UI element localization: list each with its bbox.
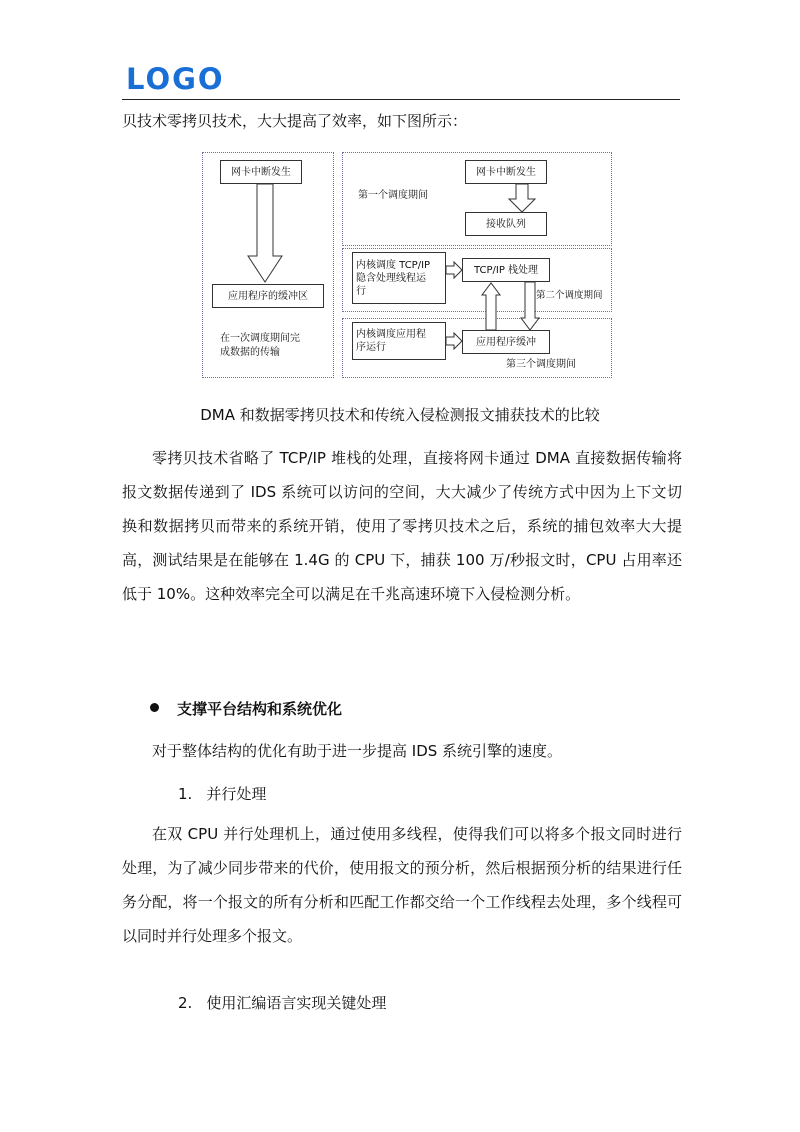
app-buffer-arrow xyxy=(446,333,462,349)
section-heading xyxy=(150,698,342,720)
list-item-1-title: 并行处理 xyxy=(206,785,267,803)
tcpip-stack-box: TCP/IP 栈处理 xyxy=(462,258,550,282)
app-sched-line-1: 内核调度应用程 xyxy=(356,329,426,340)
list-item-1-number: 1. xyxy=(178,785,193,803)
list-item-2-number: 2. xyxy=(178,994,193,1012)
nic-interrupt-box-left: 网卡中断发生 xyxy=(220,160,302,184)
figure-caption: DMA 和数据零拷贝技术和传统入侵检测报文捕获技术的比较 xyxy=(200,406,600,424)
left-note-line-1: 在一次调度期间完 xyxy=(220,333,300,344)
kernel-box-line-2: 隐含处理线程运 xyxy=(356,272,426,284)
intro-text: 贝技术零拷贝技术，大大提高了效率，如下图所示： xyxy=(122,112,468,130)
header-divider xyxy=(122,99,680,100)
section-heading-text: 支撑平台结构和系统优化 xyxy=(177,700,343,718)
list-item-1 xyxy=(178,783,266,805)
app-buffer-box-left: 应用程序的缓冲区 xyxy=(212,284,324,308)
app-buffer-box-right: 应用程序缓冲 xyxy=(462,330,550,354)
kernel-schedule-box xyxy=(352,252,446,304)
kernel-box-line-3: 行 xyxy=(356,285,366,297)
receive-queue-box: 接收队列 xyxy=(465,212,547,236)
period2-label: 第二个调度期间 xyxy=(536,290,603,301)
left-note-line-2: 成数据的传输 xyxy=(220,347,280,358)
bullet-icon xyxy=(150,703,159,712)
app-schedule-box xyxy=(352,322,446,360)
period1-label: 第一个调度期间 xyxy=(358,190,428,201)
kernel-stack-arrow xyxy=(446,262,462,278)
list-item-2-title: 使用汇编语言实现关键处理 xyxy=(206,994,387,1012)
left-down-arrow xyxy=(248,184,282,282)
list-item-2 xyxy=(178,992,386,1014)
nic-queue-arrow xyxy=(509,184,535,212)
up-arrow xyxy=(482,283,500,330)
paragraph-parallel: 在双 CPU 并行处理机上，通过使用多线程，使得我们可以将多个报文同时进行处理，为了减少同步带来的代价，使用报文的预分析，然后根据预分析的结果进行任务分配，将一个报文的所有分析和匹配工作都交给一个工作线程去处理，多个线程可以同时并行处理多个报文。 xyxy=(122,825,682,945)
nic-interrupt-box-right: 网卡中断发生 xyxy=(465,160,547,184)
comparison-figure xyxy=(202,152,614,378)
app-sched-line-2: 序运行 xyxy=(356,342,386,353)
logo: LOGO xyxy=(126,62,225,96)
period3-label: 第三个调度期间 xyxy=(506,359,576,370)
paragraph-zero-copy: 零拷贝技术省略了 TCP/IP 堆栈的处理，直接将网卡通过 DMA 直接数据传输将报文数据传递到了 IDS 系统可以访问的空间，大大减少了传统方式中因为上下文切换和数据拷贝而带来的系统开销，使用了零拷贝技术之后，系统的捕包效率大大提高，测试结果是在能够在 1.4G 的 CPU 下，捕获 100 万/秒报文时，CPU 占用率还低于 10%。这种效率完全可以满足在千兆高速环境下入侵检测分析。 xyxy=(122,449,682,603)
section-intro: 对于整体结构的优化有助于进一步提高 IDS 系统引擎的速度。 xyxy=(152,742,563,760)
kernel-box-line-1: 内核调度 TCP/IP xyxy=(356,259,431,271)
